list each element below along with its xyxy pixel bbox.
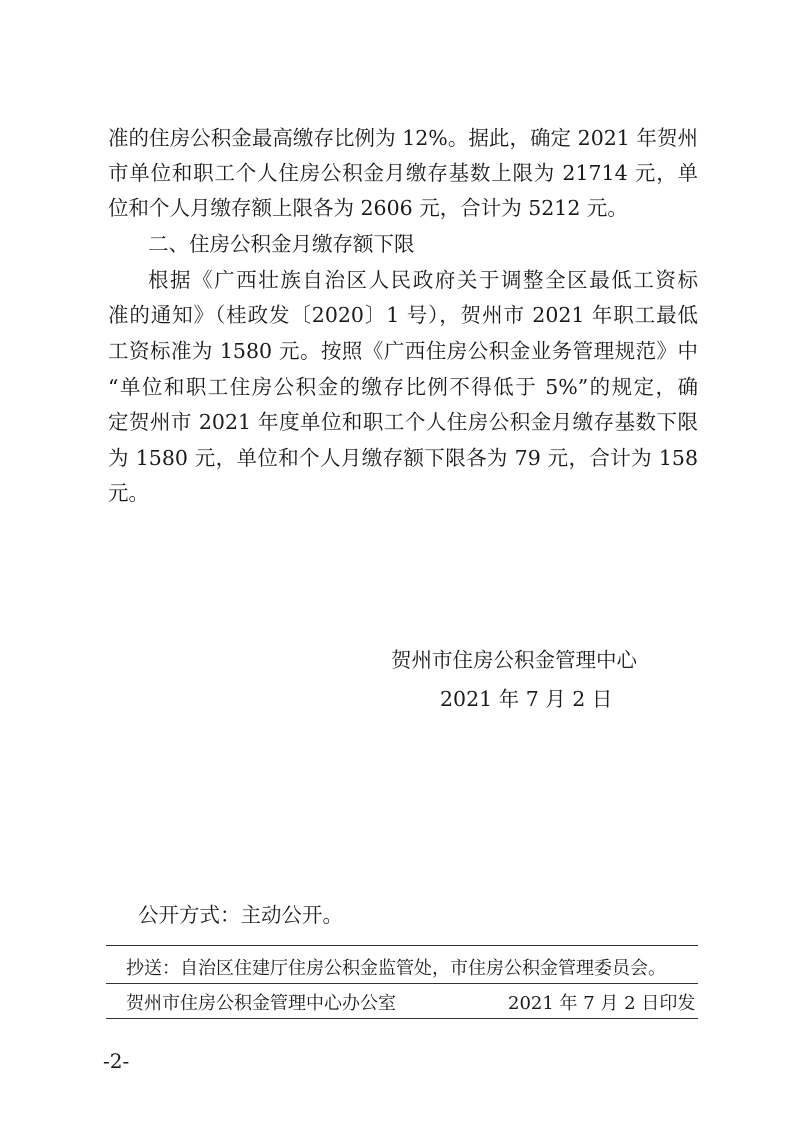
section-heading: 二、住房公积金月缴存额下限 bbox=[148, 232, 415, 256]
body-line-1: 准的住房公积金最高缴存比例为 12%。据此，确定 2021 年贺州 bbox=[108, 126, 698, 150]
footer-rule-bottom bbox=[106, 1018, 698, 1019]
page-number: -2- bbox=[103, 1049, 130, 1073]
para2-line-7: 元。 bbox=[108, 481, 149, 505]
para2-line-4: “单位和职工住房公积金的缴存比例不得低于 5%”的规定，确 bbox=[108, 375, 698, 399]
issue-date: 2021 年 7 月 2 日印发 bbox=[508, 993, 696, 1014]
para2-line-3: 工资标准为 1580 元。按照《广西住房公积金业务管理规范》中 bbox=[108, 339, 698, 363]
para2-line-6: 为 1580 元，单位和个人月缴存额下限各为 79 元，合计为 158 bbox=[108, 446, 698, 470]
disclosure-note: 公开方式：主动公开。 bbox=[138, 903, 343, 927]
footer-rule-middle bbox=[106, 983, 698, 984]
signature-org: 贺州市住房公积金管理中心 bbox=[391, 648, 637, 672]
footer-rule-top bbox=[106, 945, 698, 946]
cc-line: 抄送：自治区住建厅住房公积金监管处，市住房公积金管理委员会。 bbox=[126, 958, 666, 979]
body-line-2: 市单位和职工个人住房公积金月缴存基数上限为 21714 元，单 bbox=[108, 161, 698, 185]
signature-date: 2021 年 7 月 2 日 bbox=[440, 687, 613, 711]
body-line-3: 位和个人月缴存额上限各为 2606 元，合计为 5212 元。 bbox=[108, 196, 628, 220]
para2-line-2: 准的通知》（桂政发〔2020〕1 号），贺州市 2021 年职工最低 bbox=[108, 303, 698, 327]
para2-line-1: 根据《广西壮族自治区人民政府关于调整全区最低工资标 bbox=[148, 268, 698, 292]
para2-line-5: 定贺州市 2021 年度单位和职工个人住房公积金月缴存基数下限 bbox=[108, 410, 698, 434]
issuer-office: 贺州市住房公积金管理中心办公室 bbox=[126, 993, 396, 1014]
